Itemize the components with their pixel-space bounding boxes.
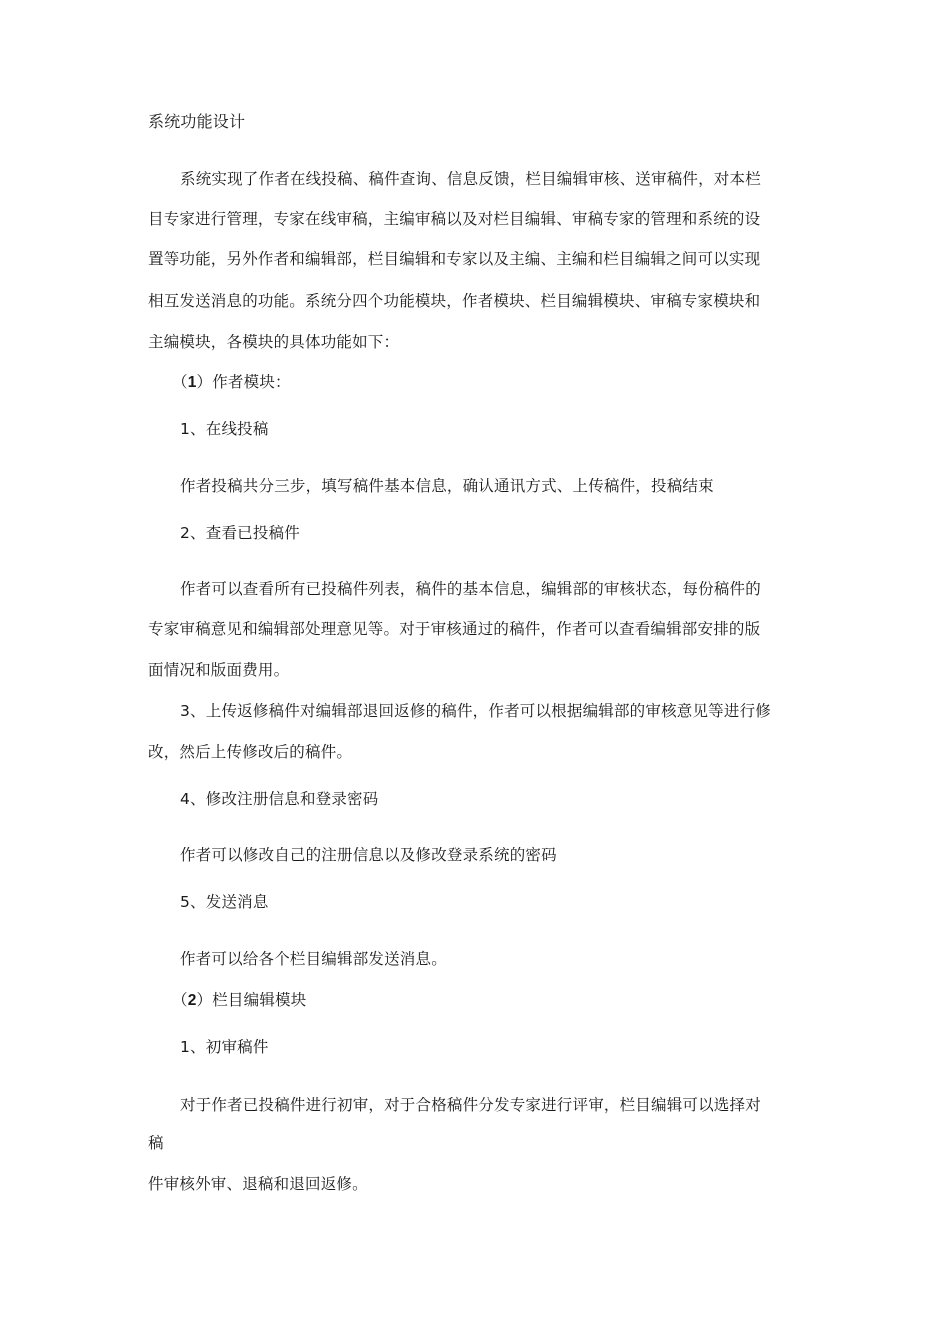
item-heading-initial-review: 1、初审稿件	[180, 1038, 269, 1056]
section-open-paren: （	[172, 991, 188, 1009]
item-desc-initial-review-3: 件审核外审、退稿和退回返修。	[148, 1175, 368, 1193]
item-desc-initial-review-1: 对于作者已投稿件进行初审，对于合格稿件分发专家进行评审，栏目编辑可以选择对	[180, 1096, 761, 1114]
section-label: ）栏目编辑模块	[196, 991, 307, 1009]
intro-line-5: 主编模块，各模块的具体功能如下：	[148, 333, 400, 351]
section-number: 2	[187, 992, 197, 1009]
item-heading-send-message: 5、发送消息	[180, 893, 269, 911]
item-upload-revision-2: 改，然后上传修改后的稿件。	[148, 743, 353, 761]
section-heading-editor-module	[172, 989, 306, 1012]
section-heading-author-module	[172, 371, 291, 394]
item-desc-send-message: 作者可以给各个栏目编辑部发送消息。	[180, 950, 447, 968]
intro-line-2: 目专家进行管理，专家在线审稿，主编审稿以及对栏目编辑、审稿专家的管理和系统的设	[148, 210, 761, 228]
item-upload-revision-1: 3、上传返修稿件对编辑部退回返修的稿件，作者可以根据编辑部的审核意见等进行修	[180, 702, 771, 720]
intro-line-3: 置等功能，另外作者和编辑部，栏目编辑和专家以及主编、主编和栏目编辑之间可以实现	[148, 250, 761, 268]
item-desc-view-submissions-3: 面情况和版面费用。	[148, 661, 290, 679]
section-label: ）作者模块：	[196, 373, 291, 391]
section-open-paren: （	[172, 373, 188, 391]
section-number: 1	[187, 374, 197, 391]
item-heading-online-submission: 1、在线投稿	[180, 420, 269, 438]
page-title: 系统功能设计	[148, 112, 246, 131]
item-desc-view-submissions-2: 专家审稿意见和编辑部处理意见等。对于审核通过的稿件，作者可以查看编辑部安排的版	[148, 620, 761, 638]
item-desc-initial-review-2: 稿	[148, 1134, 164, 1152]
intro-line-4: 相互发送消息的功能。系统分四个功能模块，作者模块、栏目编辑模块、审稿专家模块和	[148, 292, 761, 310]
item-heading-view-submissions: 2、查看已投稿件	[180, 524, 300, 542]
item-desc-view-submissions-1: 作者可以查看所有已投稿件列表，稿件的基本信息，编辑部的审核状态，每份稿件的	[180, 580, 761, 598]
item-desc-modify-info: 作者可以修改自己的注册信息以及修改登录系统的密码	[180, 846, 557, 864]
item-desc-online-submission: 作者投稿共分三步，填写稿件基本信息，确认通讯方式、上传稿件，投稿结束	[180, 477, 714, 495]
intro-line-1: 系统实现了作者在线投稿、稿件查询、信息反馈，栏目编辑审核、送审稿件，对本栏	[180, 170, 761, 188]
item-heading-modify-info: 4、修改注册信息和登录密码	[180, 790, 379, 808]
